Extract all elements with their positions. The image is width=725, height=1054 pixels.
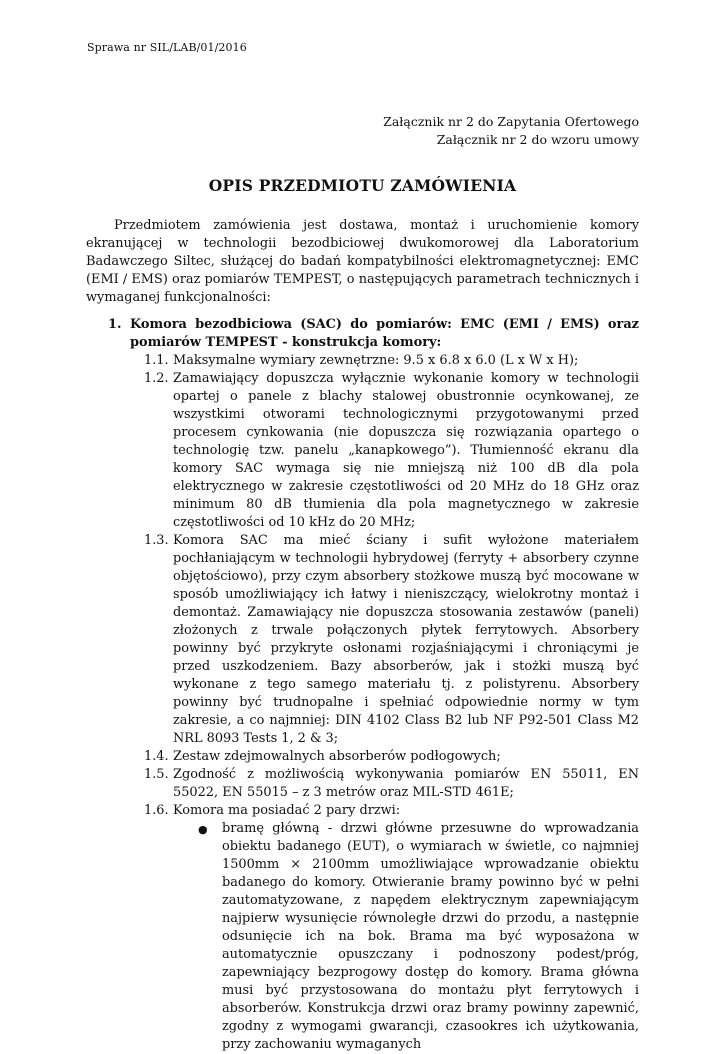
requirement-list <box>86 352 639 820</box>
item-number: 1.5. <box>144 767 169 782</box>
case-number: Sprawa nr SIL/LAB/01/2016 <box>87 41 247 54</box>
list-item <box>144 766 639 802</box>
item-number: 1.4. <box>144 749 169 764</box>
item-text: Zamawiający dopuszcza wyłącznie wykonanie komory w technologii opartej o panele z blachy stalowej obustronnie ocynkowanej, ze wszystkimi otworami technologicznymi przygotowanymi przed procesem cynkowania (nie dopuszcza się rozwiązania opartego o technologię tzw. panelu „kanapkowego”). Tłumienność ekranu dla komory SAC wymaga się nie mniejszą niż 100 dB dla pola elektrycznego w zakresie częstotliwości od 20 MHz do 18 GHz oraz minimum 80 dB tłumienia dla pola magnetycznego w zakresie częstotliwości od 10 kHz do 20 MHz; <box>173 371 639 530</box>
intro-paragraph <box>86 217 639 307</box>
item-text: Komora SAC ma mieć ściany i sufit wyłożone materiałem pochłaniającym w technologii hybrydowej (ferryty + absorbery czynne objętościowo), przy czym absorbery stożkowe muszą być mocowane w sposób umożliwiający ich łatwy i nieniszczący, wielokrotny montaż i demontaż. Zamawiający nie dopuszcza stosowania zestawów (paneli) złożonych z trwale połączonych płytek ferrytowych. Absorbery powinny być przykryte osłonami rozjaśniającymi i chroniącymi je przed uszkodzeniem. Bazy absorberów, jak i stożki muszą być wykonane z tego samego materiału tj. z polistyrenu. Absorbery powinny być trudnopalne i spełniać odpowiednie normy w tym zakresie, a co najmniej: DIN 4102 Class B2 lub NF P92-501 Class M2 NRL 8093 Tests 1, 2 & 3; <box>173 533 639 746</box>
item-text: Maksymalne wymiary zewnętrzne: 9.5 x 6.8 x 6.0 (L x W x H); <box>173 353 579 368</box>
item-text: Komora ma posiadać 2 pary drzwi: <box>173 803 401 818</box>
item-text: Zestaw zdejmowalnych absorberów podłogowych; <box>173 749 501 764</box>
section-1 <box>86 316 639 1054</box>
list-item <box>144 370 639 532</box>
list-item <box>144 352 639 370</box>
attachment-reference <box>383 113 639 149</box>
list-item <box>144 532 639 748</box>
section-heading <box>108 316 639 352</box>
item-number: 1.6. <box>144 803 169 818</box>
item-text: Zgodność z możliwością wykonywania pomiarów EN 55011, EN 55022, EN 55015 – z 3 metrów oraz MIL-STD 461E; <box>173 767 639 800</box>
item-number: 1.1. <box>144 353 169 368</box>
attachment-line-2: Załącznik nr 2 do wzoru umowy <box>436 132 639 147</box>
door-bullet-list <box>86 820 639 1054</box>
section-number: 1. <box>108 317 122 332</box>
list-item <box>144 748 639 766</box>
bullet-icon: ● <box>198 823 208 836</box>
attachment-line-1: Załącznik nr 2 do Zapytania Ofertowego <box>383 114 639 129</box>
list-item <box>144 802 639 820</box>
intro-text: Przedmiotem zamówienia jest dostawa, montaż i uruchomienie komory ekranującej w technologii bezodbiciowej dwukomorowej dla Laboratorium Badawczego Siltec, służącej do badań kompatybilności elektromagnetycznej: EMC (EMI / EMS) oraz pomiarów TEMPEST, o następujących parametrach technicznych i wymaganej funkcjonalności: <box>86 218 639 305</box>
item-number: 1.3. <box>144 533 169 548</box>
document-title: OPIS PRZEDMIOTU ZAMÓWIENIA <box>208 176 517 195</box>
bullet-text: bramę główną - drzwi główne przesuwne do wprowadzania obiektu badanego (EUT), o wymiarach w świetle, co najmniej 1500mm × 2100mm umożliwiające wprowadzanie obiektu badanego do komory. Otwieranie bramy powinno być w pełni zautomatyzowane, z napędem elektrycznym zapewniającym najpierw wysunięcie równoległe drzwi do przodu, a następnie odsunięcie ich na bok. Brama ma być wyposażona w automatycznie opuszczany i podnoszony podest/próg, zapewniający bezprogowy dostęp do komory. Brama główna musi być przystosowana do montażu płyt ferrytowych i absorberów. Konstrukcja drzwi oraz bramy powinny zapewnić, zgodny z wymogami gwarancji, czasookres ich użytkowania, przy zachowaniu wymaganych <box>222 821 639 1052</box>
bullet-item <box>198 820 639 1054</box>
section-title: Komora bezodbiciowa (SAC) do pomiarów: EMC (EMI / EMS) oraz pomiarów TEMPEST - konstrukcja komory: <box>130 317 639 350</box>
item-number: 1.2. <box>144 371 169 386</box>
